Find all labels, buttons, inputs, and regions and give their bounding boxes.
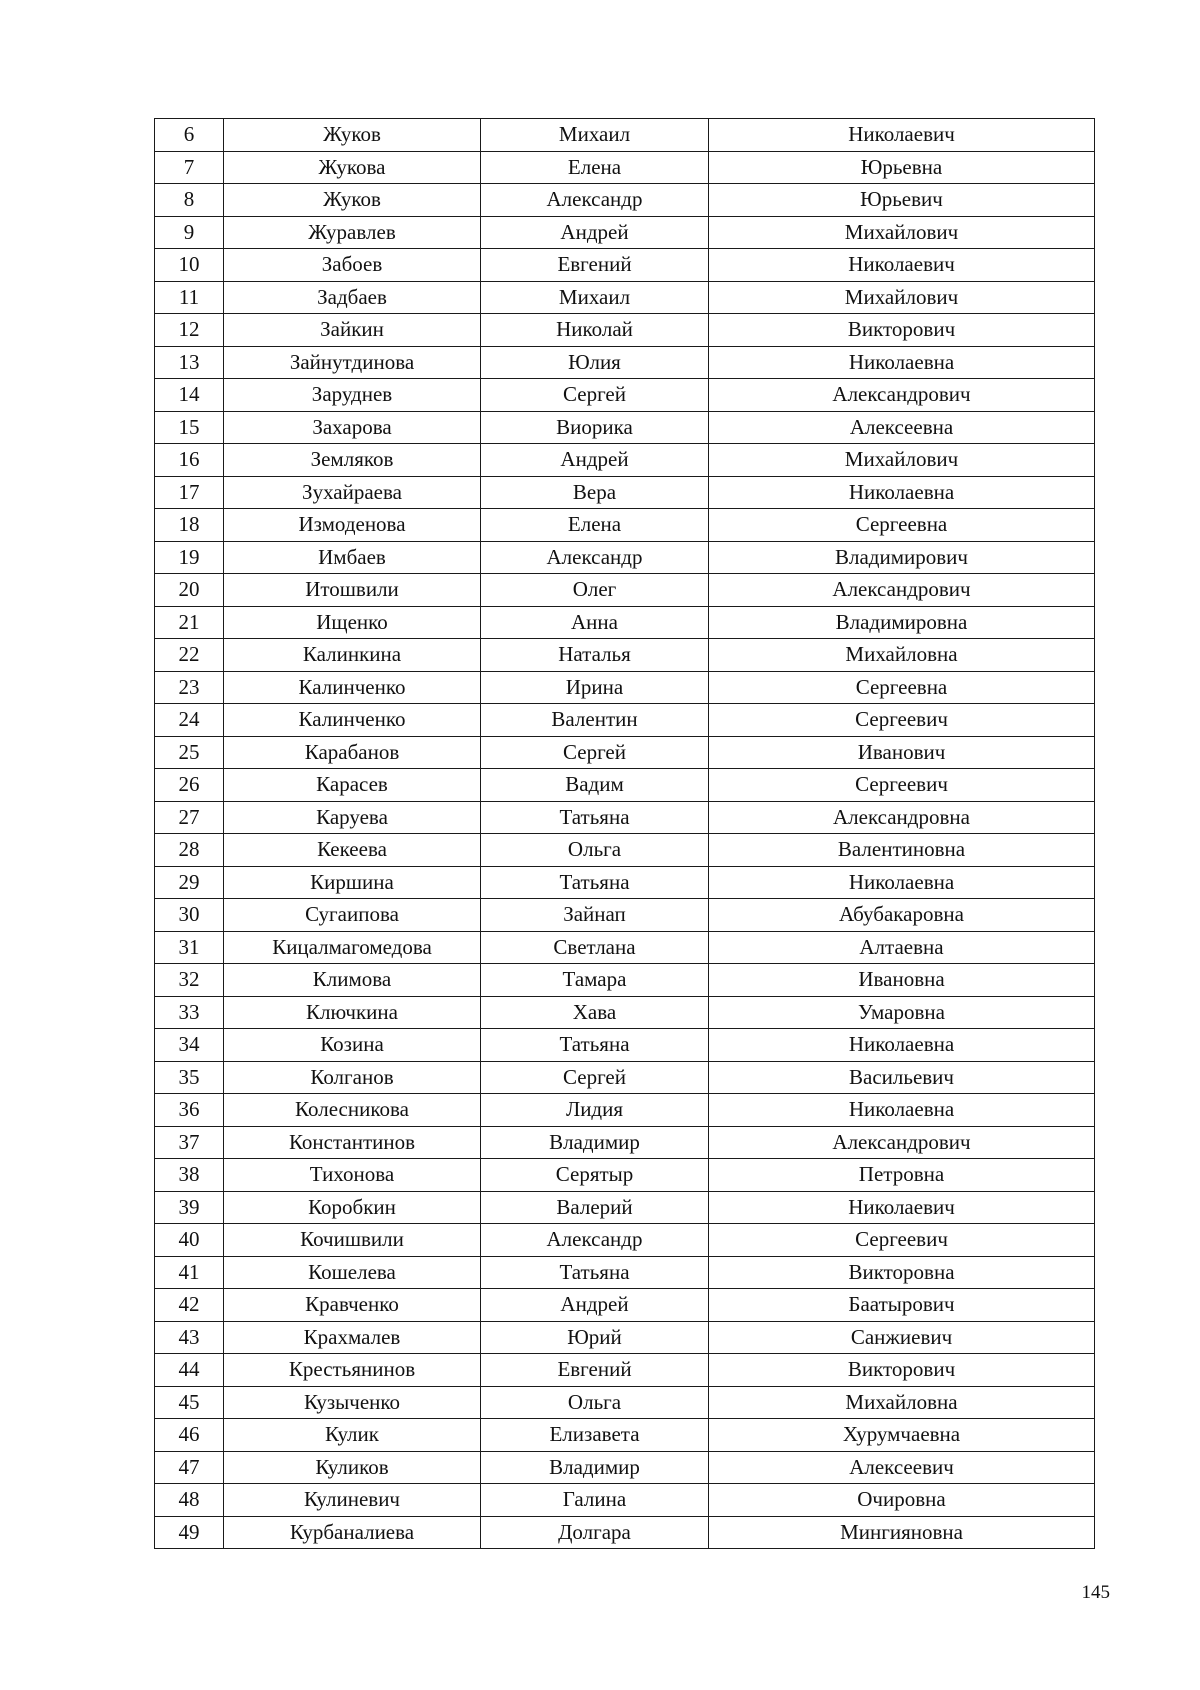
patronymic-cell: Хурумчаевна xyxy=(709,1419,1095,1452)
row-number-cell: 37 xyxy=(155,1126,224,1159)
patronymic-cell: Михайлович xyxy=(709,281,1095,314)
last-name-cell: Колесникова xyxy=(224,1094,481,1127)
row-number-cell: 24 xyxy=(155,704,224,737)
row-number-cell: 10 xyxy=(155,249,224,282)
last-name-cell: Каруева xyxy=(224,801,481,834)
row-number-cell: 8 xyxy=(155,184,224,217)
first-name-cell: Сергей xyxy=(481,1061,709,1094)
last-name-cell: Имбаев xyxy=(224,541,481,574)
first-name-cell: Александр xyxy=(481,541,709,574)
row-number-cell: 15 xyxy=(155,411,224,444)
patronymic-cell: Иванович xyxy=(709,736,1095,769)
patronymic-cell: Сергеевна xyxy=(709,509,1095,542)
patronymic-cell: Николаевич xyxy=(709,1191,1095,1224)
row-number-cell: 49 xyxy=(155,1516,224,1549)
table-row xyxy=(155,1126,1095,1159)
roster-table xyxy=(154,118,1095,1549)
patronymic-cell: Очировна xyxy=(709,1484,1095,1517)
row-number-cell: 40 xyxy=(155,1224,224,1257)
table-row xyxy=(155,379,1095,412)
patronymic-cell: Викторовна xyxy=(709,1256,1095,1289)
table-row xyxy=(155,866,1095,899)
last-name-cell: Задбаев xyxy=(224,281,481,314)
patronymic-cell: Викторович xyxy=(709,1354,1095,1387)
row-number-cell: 25 xyxy=(155,736,224,769)
patronymic-cell: Абубакаровна xyxy=(709,899,1095,932)
row-number-cell: 30 xyxy=(155,899,224,932)
first-name-cell: Александр xyxy=(481,1224,709,1257)
table-row xyxy=(155,606,1095,639)
first-name-cell: Юлия xyxy=(481,346,709,379)
row-number-cell: 7 xyxy=(155,151,224,184)
table-row xyxy=(155,1516,1095,1549)
patronymic-cell: Владимирович xyxy=(709,541,1095,574)
last-name-cell: Киршина xyxy=(224,866,481,899)
table-row xyxy=(155,119,1095,152)
table-row xyxy=(155,1256,1095,1289)
last-name-cell: Калинкина xyxy=(224,639,481,672)
first-name-cell: Лидия xyxy=(481,1094,709,1127)
first-name-cell: Хава xyxy=(481,996,709,1029)
last-name-cell: Журавлев xyxy=(224,216,481,249)
first-name-cell: Александр xyxy=(481,184,709,217)
table-row xyxy=(155,314,1095,347)
row-number-cell: 14 xyxy=(155,379,224,412)
row-number-cell: 35 xyxy=(155,1061,224,1094)
first-name-cell: Ирина xyxy=(481,671,709,704)
patronymic-cell: Николаевич xyxy=(709,119,1095,152)
first-name-cell: Долгара xyxy=(481,1516,709,1549)
table-row xyxy=(155,801,1095,834)
first-name-cell: Евгений xyxy=(481,1354,709,1387)
table-row xyxy=(155,1484,1095,1517)
table-row xyxy=(155,476,1095,509)
first-name-cell: Татьяна xyxy=(481,801,709,834)
patronymic-cell: Сергеевич xyxy=(709,769,1095,802)
table-row xyxy=(155,509,1095,542)
last-name-cell: Итошвили xyxy=(224,574,481,607)
patronymic-cell: Сергеевич xyxy=(709,1224,1095,1257)
first-name-cell: Михаил xyxy=(481,119,709,152)
first-name-cell: Вера xyxy=(481,476,709,509)
patronymic-cell: Баатырович xyxy=(709,1289,1095,1322)
table-row xyxy=(155,1191,1095,1224)
first-name-cell: Татьяна xyxy=(481,866,709,899)
page-number: 145 xyxy=(1081,1582,1110,1603)
patronymic-cell: Владимировна xyxy=(709,606,1095,639)
first-name-cell: Михаил xyxy=(481,281,709,314)
table-row xyxy=(155,996,1095,1029)
row-number-cell: 34 xyxy=(155,1029,224,1062)
last-name-cell: Жукова xyxy=(224,151,481,184)
table-row xyxy=(155,216,1095,249)
last-name-cell: Крахмалев xyxy=(224,1321,481,1354)
table-row xyxy=(155,1289,1095,1322)
last-name-cell: Колганов xyxy=(224,1061,481,1094)
patronymic-cell: Николаевна xyxy=(709,476,1095,509)
table-row xyxy=(155,1029,1095,1062)
table-row xyxy=(155,249,1095,282)
last-name-cell: Крестьянинов xyxy=(224,1354,481,1387)
row-number-cell: 11 xyxy=(155,281,224,314)
first-name-cell: Галина xyxy=(481,1484,709,1517)
last-name-cell: Кузыченко xyxy=(224,1386,481,1419)
table-row xyxy=(155,574,1095,607)
row-number-cell: 48 xyxy=(155,1484,224,1517)
table-row xyxy=(155,671,1095,704)
row-number-cell: 22 xyxy=(155,639,224,672)
last-name-cell: Кочишвили xyxy=(224,1224,481,1257)
row-number-cell: 47 xyxy=(155,1451,224,1484)
patronymic-cell: Алексеевич xyxy=(709,1451,1095,1484)
patronymic-cell: Васильевич xyxy=(709,1061,1095,1094)
last-name-cell: Климова xyxy=(224,964,481,997)
last-name-cell: Куликов xyxy=(224,1451,481,1484)
table-row xyxy=(155,541,1095,574)
table-row xyxy=(155,1159,1095,1192)
patronymic-cell: Михайловна xyxy=(709,1386,1095,1419)
table-row xyxy=(155,769,1095,802)
row-number-cell: 26 xyxy=(155,769,224,802)
row-number-cell: 19 xyxy=(155,541,224,574)
last-name-cell: Карасев xyxy=(224,769,481,802)
table-row xyxy=(155,704,1095,737)
first-name-cell: Сергей xyxy=(481,736,709,769)
last-name-cell: Курбаналиева xyxy=(224,1516,481,1549)
row-number-cell: 18 xyxy=(155,509,224,542)
table-row xyxy=(155,931,1095,964)
row-number-cell: 46 xyxy=(155,1419,224,1452)
table-row xyxy=(155,184,1095,217)
patronymic-cell: Александровна xyxy=(709,801,1095,834)
table-row xyxy=(155,151,1095,184)
last-name-cell: Забоев xyxy=(224,249,481,282)
last-name-cell: Зайнутдинова xyxy=(224,346,481,379)
patronymic-cell: Сергеевна xyxy=(709,671,1095,704)
last-name-cell: Жуков xyxy=(224,119,481,152)
row-number-cell: 13 xyxy=(155,346,224,379)
table-row xyxy=(155,346,1095,379)
patronymic-cell: Николаевна xyxy=(709,1094,1095,1127)
patronymic-cell: Николаевна xyxy=(709,1029,1095,1062)
patronymic-cell: Михайлович xyxy=(709,444,1095,477)
first-name-cell: Светлана xyxy=(481,931,709,964)
row-number-cell: 23 xyxy=(155,671,224,704)
first-name-cell: Елена xyxy=(481,509,709,542)
first-name-cell: Николай xyxy=(481,314,709,347)
row-number-cell: 21 xyxy=(155,606,224,639)
table-row xyxy=(155,1354,1095,1387)
row-number-cell: 39 xyxy=(155,1191,224,1224)
first-name-cell: Вадим xyxy=(481,769,709,802)
patronymic-cell: Юрьевич xyxy=(709,184,1095,217)
last-name-cell: Константинов xyxy=(224,1126,481,1159)
row-number-cell: 32 xyxy=(155,964,224,997)
last-name-cell: Измоденова xyxy=(224,509,481,542)
first-name-cell: Елизавета xyxy=(481,1419,709,1452)
first-name-cell: Владимир xyxy=(481,1451,709,1484)
last-name-cell: Зухайраева xyxy=(224,476,481,509)
first-name-cell: Наталья xyxy=(481,639,709,672)
row-number-cell: 27 xyxy=(155,801,224,834)
first-name-cell: Серятыр xyxy=(481,1159,709,1192)
table-row xyxy=(155,639,1095,672)
last-name-cell: Заруднев xyxy=(224,379,481,412)
table-row xyxy=(155,411,1095,444)
last-name-cell: Козина xyxy=(224,1029,481,1062)
first-name-cell: Анна xyxy=(481,606,709,639)
roster-table-body xyxy=(155,119,1095,1549)
patronymic-cell: Ивановна xyxy=(709,964,1095,997)
patronymic-cell: Мингияновна xyxy=(709,1516,1095,1549)
table-row xyxy=(155,834,1095,867)
row-number-cell: 42 xyxy=(155,1289,224,1322)
table-row xyxy=(155,899,1095,932)
last-name-cell: Калинченко xyxy=(224,671,481,704)
first-name-cell: Андрей xyxy=(481,1289,709,1322)
last-name-cell: Сугаипова xyxy=(224,899,481,932)
last-name-cell: Кравченко xyxy=(224,1289,481,1322)
table-row xyxy=(155,281,1095,314)
patronymic-cell: Николаевич xyxy=(709,249,1095,282)
first-name-cell: Юрий xyxy=(481,1321,709,1354)
last-name-cell: Кицалмагомедова xyxy=(224,931,481,964)
last-name-cell: Кекеева xyxy=(224,834,481,867)
table-row xyxy=(155,1419,1095,1452)
row-number-cell: 31 xyxy=(155,931,224,964)
first-name-cell: Сергей xyxy=(481,379,709,412)
last-name-cell: Кошелева xyxy=(224,1256,481,1289)
last-name-cell: Жуков xyxy=(224,184,481,217)
first-name-cell: Татьяна xyxy=(481,1256,709,1289)
row-number-cell: 36 xyxy=(155,1094,224,1127)
first-name-cell: Виорика xyxy=(481,411,709,444)
first-name-cell: Елена xyxy=(481,151,709,184)
row-number-cell: 12 xyxy=(155,314,224,347)
first-name-cell: Ольга xyxy=(481,1386,709,1419)
row-number-cell: 44 xyxy=(155,1354,224,1387)
first-name-cell: Валентин xyxy=(481,704,709,737)
patronymic-cell: Александрович xyxy=(709,1126,1095,1159)
patronymic-cell: Юрьевна xyxy=(709,151,1095,184)
first-name-cell: Татьяна xyxy=(481,1029,709,1062)
patronymic-cell: Алтаевна xyxy=(709,931,1095,964)
last-name-cell: Карабанов xyxy=(224,736,481,769)
row-number-cell: 6 xyxy=(155,119,224,152)
row-number-cell: 17 xyxy=(155,476,224,509)
first-name-cell: Владимир xyxy=(481,1126,709,1159)
last-name-cell: Кулиневич xyxy=(224,1484,481,1517)
row-number-cell: 38 xyxy=(155,1159,224,1192)
table-row xyxy=(155,1321,1095,1354)
first-name-cell: Андрей xyxy=(481,444,709,477)
table-row xyxy=(155,736,1095,769)
last-name-cell: Кулик xyxy=(224,1419,481,1452)
patronymic-cell: Михайлович xyxy=(709,216,1095,249)
patronymic-cell: Викторович xyxy=(709,314,1095,347)
table-row xyxy=(155,1451,1095,1484)
first-name-cell: Андрей xyxy=(481,216,709,249)
first-name-cell: Олег xyxy=(481,574,709,607)
row-number-cell: 41 xyxy=(155,1256,224,1289)
table-row xyxy=(155,1386,1095,1419)
last-name-cell: Зайкин xyxy=(224,314,481,347)
table-row xyxy=(155,1061,1095,1094)
last-name-cell: Коробкин xyxy=(224,1191,481,1224)
row-number-cell: 20 xyxy=(155,574,224,607)
last-name-cell: Захарова xyxy=(224,411,481,444)
patronymic-cell: Александрович xyxy=(709,574,1095,607)
last-name-cell: Земляков xyxy=(224,444,481,477)
row-number-cell: 29 xyxy=(155,866,224,899)
row-number-cell: 43 xyxy=(155,1321,224,1354)
patronymic-cell: Валентиновна xyxy=(709,834,1095,867)
row-number-cell: 33 xyxy=(155,996,224,1029)
last-name-cell: Калинченко xyxy=(224,704,481,737)
table-row xyxy=(155,964,1095,997)
patronymic-cell: Николаевна xyxy=(709,866,1095,899)
first-name-cell: Зайнап xyxy=(481,899,709,932)
patronymic-cell: Александрович xyxy=(709,379,1095,412)
patronymic-cell: Санжиевич xyxy=(709,1321,1095,1354)
table-row xyxy=(155,1224,1095,1257)
patronymic-cell: Михайловна xyxy=(709,639,1095,672)
patronymic-cell: Петровна xyxy=(709,1159,1095,1192)
row-number-cell: 45 xyxy=(155,1386,224,1419)
first-name-cell: Ольга xyxy=(481,834,709,867)
patronymic-cell: Умаровна xyxy=(709,996,1095,1029)
last-name-cell: Тихонова xyxy=(224,1159,481,1192)
row-number-cell: 16 xyxy=(155,444,224,477)
table-row xyxy=(155,1094,1095,1127)
patronymic-cell: Сергеевич xyxy=(709,704,1095,737)
first-name-cell: Евгений xyxy=(481,249,709,282)
first-name-cell: Валерий xyxy=(481,1191,709,1224)
last-name-cell: Ищенко xyxy=(224,606,481,639)
last-name-cell: Ключкина xyxy=(224,996,481,1029)
row-number-cell: 9 xyxy=(155,216,224,249)
row-number-cell: 28 xyxy=(155,834,224,867)
table-row xyxy=(155,444,1095,477)
patronymic-cell: Николаевна xyxy=(709,346,1095,379)
first-name-cell: Тамара xyxy=(481,964,709,997)
patronymic-cell: Алексеевна xyxy=(709,411,1095,444)
